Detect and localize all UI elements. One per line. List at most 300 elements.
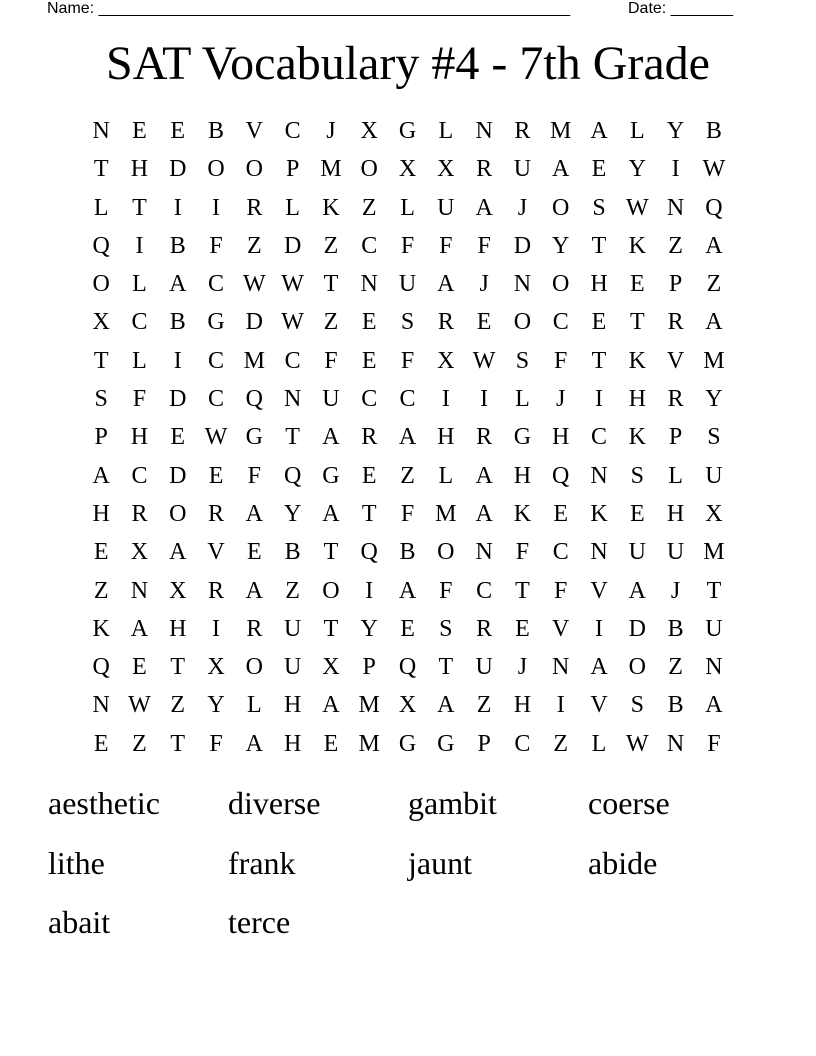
grid-letter: Q [552, 462, 570, 489]
grid-letter: G [398, 730, 417, 757]
grid-letter: F [554, 347, 568, 374]
grid-letter: R [476, 156, 493, 183]
grid-letter: O [513, 309, 532, 336]
grid-letter: O [552, 194, 570, 221]
grid-letter: V [552, 615, 570, 642]
grid-letter: J [517, 194, 528, 221]
grid-letter: C [514, 730, 531, 757]
grid-letter: D [169, 156, 187, 183]
grid-letter: A [475, 462, 493, 489]
grid-letter: N [590, 539, 608, 566]
grid-letter: U [398, 271, 417, 298]
grid-letter: F [400, 500, 415, 527]
word-list-item: abait [48, 904, 111, 940]
grid-letter: N [130, 577, 149, 604]
grid-letter: C [552, 539, 569, 566]
grid-letter: E [170, 118, 186, 144]
grid-letter: Z [93, 577, 109, 604]
grid-letter: R [208, 577, 225, 604]
date-field-label: Date: _______ [628, 0, 733, 17]
grid-letter: C [131, 462, 148, 489]
grid-letter: T [629, 309, 645, 336]
word-list-item: aesthetic [48, 785, 160, 821]
grid-letter: L [400, 194, 415, 221]
grid-letter: I [135, 232, 144, 259]
grid-letter: N [666, 730, 685, 757]
grid-letter: C [552, 309, 569, 336]
grid-letter: F [209, 232, 223, 259]
grid-letter: L [515, 386, 530, 413]
grid-letter: A [398, 424, 417, 451]
name-field-label: Name: _____________________________________________________ [47, 0, 571, 17]
grid-letter: J [670, 577, 681, 604]
grid-letter: I [671, 156, 680, 183]
grid-letter: D [169, 462, 187, 489]
grid-letter: L [93, 194, 109, 221]
grid-letter: N [283, 386, 302, 413]
grid-letter: A [322, 424, 340, 451]
grid-letter: F [439, 232, 453, 259]
grid-letter: X [398, 156, 417, 183]
grid-letter: B [705, 118, 722, 144]
grid-letter: C [131, 309, 148, 336]
grid-letter: V [590, 692, 608, 719]
grid-letter: D [169, 386, 187, 413]
grid-letter: I [173, 194, 182, 221]
grid-letter: M [550, 118, 572, 144]
grid-letter: E [591, 156, 607, 183]
grid-letter: S [515, 347, 530, 374]
grid-letter: W [625, 730, 649, 757]
grid-letter: E [170, 424, 186, 451]
grid-letter: M [435, 500, 457, 527]
grid-letter: E [629, 500, 645, 527]
grid-letter: P [668, 424, 683, 451]
grid-letter: O [169, 500, 187, 527]
grid-letter: A [437, 692, 455, 719]
grid-letter: N [475, 539, 493, 566]
grid-letter: H [513, 692, 532, 719]
grid-letter: O [322, 577, 340, 604]
grid-letter: M [358, 692, 380, 719]
grid-letter: P [362, 654, 376, 681]
grid-letter: L [247, 692, 262, 719]
page-title: SAT Vocabulary #4 - 7th Grade [106, 37, 710, 90]
word-search-grid [82, 118, 733, 769]
grid-letter: X [398, 692, 417, 719]
grid-letter: I [556, 692, 565, 719]
grid-letter: U [666, 539, 685, 566]
grid-letter: H [437, 424, 455, 451]
grid-letter: W [702, 156, 726, 183]
grid-letter: J [556, 386, 566, 413]
grid-letter: X [360, 118, 378, 144]
grid-letter: V [666, 347, 685, 374]
grid-letter: H [130, 156, 149, 183]
grid-letter: U [283, 654, 302, 681]
grid-letter: I [365, 577, 374, 604]
grid-letter: F [554, 577, 568, 604]
grid-letter: B [169, 232, 186, 259]
grid-letter: I [595, 615, 603, 642]
grid-letter: O [437, 539, 455, 566]
grid-letter: Y [283, 500, 302, 527]
grid-letter: J [517, 654, 528, 681]
grid-letter: K [590, 500, 608, 527]
grid-letter: S [630, 692, 644, 719]
grid-letter: S [400, 309, 415, 336]
grid-letter: E [93, 730, 109, 757]
grid-letter: K [628, 347, 646, 374]
grid-letter: S [592, 194, 606, 221]
grid-letter: Q [398, 654, 417, 681]
grid-letter: V [590, 577, 608, 604]
grid-letter: N [705, 654, 723, 681]
grid-letter: T [591, 232, 607, 259]
grid-letter: P [477, 730, 491, 757]
grid-letter: A [245, 730, 263, 757]
grid-letter: A [398, 577, 417, 604]
grid-letter: M [703, 539, 725, 566]
grid-letter: H [590, 271, 608, 298]
grid-letter: R [667, 309, 684, 336]
grid-letter: E [476, 309, 492, 336]
grid-letter: A [705, 692, 723, 719]
grid-letter: Y [360, 615, 378, 642]
grid-letter: X [130, 539, 149, 566]
grid-letter: N [475, 118, 493, 144]
grid-letter: U [322, 386, 340, 413]
grid-letter: X [92, 309, 110, 336]
grid-letter: X [705, 500, 723, 527]
grid-letter: Z [132, 730, 147, 757]
grid-letter: W [128, 692, 151, 719]
grid-letter: X [169, 577, 187, 604]
grid-letter: F [132, 386, 147, 413]
grid-letter: J [479, 271, 489, 298]
word-list-item: frank [228, 844, 296, 881]
grid-letter: E [132, 654, 147, 681]
grid-letter: Z [476, 692, 492, 719]
grid-letter: S [439, 615, 453, 642]
grid-letter: Y [666, 118, 685, 144]
grid-letter: Z [170, 692, 186, 719]
grid-letter: C [284, 118, 301, 144]
grid-letter: P [285, 156, 300, 183]
grid-letter: E [247, 539, 262, 566]
grid-letter: R [514, 118, 531, 144]
grid-letter: O [628, 654, 646, 681]
grid-letter: E [553, 500, 569, 527]
word-list-item: abide [588, 844, 658, 881]
grid-letter: R [476, 615, 493, 642]
grid-letter: F [324, 347, 338, 374]
grid-letter: R [476, 424, 493, 451]
grid-letter: E [400, 615, 415, 642]
grid-letter: K [513, 500, 532, 527]
grid-letter: N [666, 194, 685, 221]
grid-letter: K [92, 615, 110, 642]
grid-letter: Q [705, 194, 723, 221]
grid-letter: M [703, 347, 725, 374]
grid-letter: T [323, 271, 339, 298]
grid-letter: C [208, 386, 225, 413]
grid-letter: C [361, 232, 378, 259]
grid-letter: D [628, 615, 646, 642]
grid-letter: F [209, 730, 223, 757]
grid-letter: H [513, 462, 532, 489]
grid-letter: Q [245, 386, 263, 413]
grid-letter: L [285, 194, 300, 221]
grid-letter: G [437, 730, 455, 757]
grid-letter: P [668, 271, 683, 298]
grid-letter: H [169, 615, 187, 642]
grid-letter: V [207, 539, 225, 566]
grid-letter: R [246, 194, 263, 221]
grid-letter: Z [668, 654, 683, 681]
grid-letter: E [361, 309, 377, 336]
grid-letter: W [281, 309, 304, 336]
grid-letter: X [322, 654, 340, 681]
grid-letter: W [625, 194, 649, 221]
grid-letter: T [591, 347, 607, 374]
grid-letter: Z [361, 194, 377, 221]
grid-letter: O [245, 156, 263, 183]
grid-letter: N [590, 462, 608, 489]
grid-letter: H [130, 424, 149, 451]
grid-letter: R [208, 500, 225, 527]
grid-letter: K [628, 424, 646, 451]
grid-letter: L [629, 118, 645, 144]
grid-letter: B [399, 539, 416, 566]
grid-letter: R [246, 615, 263, 642]
grid-letter: H [552, 424, 570, 451]
grid-letter: U [628, 539, 646, 566]
grid-letter: L [591, 730, 607, 757]
grid-letter: A [130, 615, 149, 642]
grid-letter: F [247, 462, 262, 489]
grid-letter: K [322, 194, 340, 221]
grid-letter: G [513, 424, 532, 451]
grid-letter: M [243, 347, 265, 374]
grid-letter: E [323, 730, 339, 757]
grid-letter: H [628, 386, 646, 413]
grid-letter: A [92, 462, 110, 489]
grid-letter: W [472, 347, 496, 374]
grid-letter: A [475, 500, 493, 527]
grid-letter: F [515, 539, 530, 566]
grid-letter: X [437, 156, 455, 183]
grid-letter: L [438, 462, 454, 489]
grid-letter: J [326, 118, 336, 144]
grid-letter: T [515, 577, 530, 604]
grid-letter: W [281, 271, 304, 298]
grid-letter: U [437, 194, 455, 221]
grid-letter: F [400, 347, 415, 374]
grid-letter: R [667, 386, 684, 413]
grid-letter: S [707, 424, 721, 451]
grid-letter: Q [360, 539, 378, 566]
grid-letter: R [361, 424, 378, 451]
grid-letter: F [439, 577, 453, 604]
grid-letter: R [131, 500, 148, 527]
grid-letter: K [628, 232, 646, 259]
grid-letter: O [360, 156, 378, 183]
grid-letter: Y [705, 386, 723, 413]
grid-letter: A [322, 692, 340, 719]
grid-letter: T [93, 347, 109, 374]
grid-letter: C [284, 347, 301, 374]
grid-letter: O [207, 156, 225, 183]
grid-letter: A [475, 194, 493, 221]
grid-letter: Q [92, 654, 110, 681]
word-list-item: coerse [588, 785, 670, 821]
grid-letter: H [666, 500, 685, 527]
grid-letter: Z [323, 232, 339, 259]
grid-letter: E [93, 539, 109, 566]
grid-letter: E [361, 347, 377, 374]
grid-letter: G [322, 462, 340, 489]
grid-letter: Y [207, 692, 225, 719]
grid-letter: A [705, 309, 723, 336]
grid-letter: Z [553, 730, 569, 757]
worksheet-header [47, 0, 740, 18]
grid-letter: F [477, 232, 491, 259]
grid-letter: B [667, 692, 684, 719]
grid-letter: O [245, 654, 263, 681]
grid-letter: B [667, 615, 684, 642]
grid-letter: C [399, 386, 416, 413]
grid-letter: E [515, 615, 530, 642]
word-list-item: gambit [408, 785, 497, 821]
grid-letter: I [212, 194, 221, 221]
grid-letter: D [513, 232, 532, 259]
grid-letter: C [208, 271, 225, 298]
grid-letter: A [169, 271, 187, 298]
grid-letter: C [361, 386, 378, 413]
grid-letter: Z [247, 232, 262, 259]
grid-letter: U [705, 615, 723, 642]
grid-letter: I [212, 615, 221, 642]
grid-letter: C [208, 347, 225, 374]
grid-letter: I [441, 386, 450, 413]
grid-letter: Z [400, 462, 415, 489]
grid-letter: W [243, 271, 266, 298]
grid-letter: L [668, 462, 683, 489]
grid-letter: T [170, 730, 186, 757]
grid-letter: X [437, 347, 455, 374]
grid-letter: Y [628, 156, 646, 183]
grid-letter: A [705, 232, 723, 259]
word-list [48, 784, 768, 963]
grid-letter: A [590, 118, 608, 144]
grid-letter: E [132, 118, 147, 144]
grid-letter: G [207, 309, 225, 336]
grid-letter: A [628, 577, 646, 604]
grid-letter: S [94, 386, 108, 413]
grid-letter: T [285, 424, 300, 451]
word-list-item: terce [228, 904, 291, 940]
grid-letter: Z [323, 309, 339, 336]
grid-letter: S [630, 462, 644, 489]
grid-letter: N [360, 271, 378, 298]
grid-letter: A [245, 500, 263, 527]
grid-letter: C [591, 424, 608, 451]
grid-letter: T [706, 577, 722, 604]
grid-letter: Z [706, 271, 722, 298]
word-list-item: lithe [48, 844, 105, 881]
grid-letter: P [94, 424, 108, 451]
grid-letter: N [92, 118, 110, 144]
grid-letter: T [361, 500, 377, 527]
grid-letter: E [629, 271, 645, 298]
grid-letter: T [93, 156, 109, 183]
grid-letter: H [92, 500, 110, 527]
grid-letter: A [245, 577, 263, 604]
grid-letter: A [590, 654, 608, 681]
grid-letter: O [552, 271, 570, 298]
grid-letter: Q [283, 462, 302, 489]
grid-letter: I [173, 347, 182, 374]
grid-letter: L [438, 118, 454, 144]
grid-letter: I [480, 386, 489, 413]
grid-letter: N [92, 692, 110, 719]
grid-letter: B [169, 309, 186, 336]
grid-letter: V [245, 118, 263, 144]
grid-letter: U [475, 654, 493, 681]
grid-letter: D [245, 309, 263, 336]
grid-letter: N [513, 271, 532, 298]
grid-letter: H [283, 692, 302, 719]
grid-letter: C [476, 577, 493, 604]
grid-letter: A [437, 271, 455, 298]
grid-letter: F [400, 232, 415, 259]
grid-letter: Q [92, 232, 110, 259]
grid-letter: U [705, 462, 723, 489]
grid-letter: M [320, 156, 342, 183]
word-list-item: jaunt [408, 844, 472, 881]
grid-letter: T [438, 654, 454, 681]
grid-letter: Z [668, 232, 683, 259]
grid-letter: G [245, 424, 263, 451]
grid-letter: G [398, 118, 417, 144]
grid-letter: D [283, 232, 302, 259]
grid-letter: Z [285, 577, 300, 604]
word-list-item: diverse [228, 785, 321, 821]
grid-letter: N [552, 654, 570, 681]
grid-letter: M [358, 730, 380, 757]
grid-letter: I [595, 386, 603, 413]
grid-letter: L [132, 347, 147, 374]
grid-letter: X [207, 654, 225, 681]
grid-letter: B [284, 539, 301, 566]
grid-letter: O [92, 271, 110, 298]
grid-letter: T [323, 615, 339, 642]
grid-letter: W [204, 424, 228, 451]
grid-letter: T [323, 539, 339, 566]
grid-letter: E [591, 309, 607, 336]
grid-letter: A [169, 539, 187, 566]
grid-letter: E [208, 462, 224, 489]
grid-letter: H [283, 730, 302, 757]
grid-letter: T [170, 654, 186, 681]
grid-letter: U [513, 156, 532, 183]
grid-letter: B [208, 118, 225, 144]
grid-letter: U [283, 615, 302, 642]
grid-letter: R [437, 309, 454, 336]
grid-letter: L [132, 271, 147, 298]
grid-letter: E [361, 462, 377, 489]
